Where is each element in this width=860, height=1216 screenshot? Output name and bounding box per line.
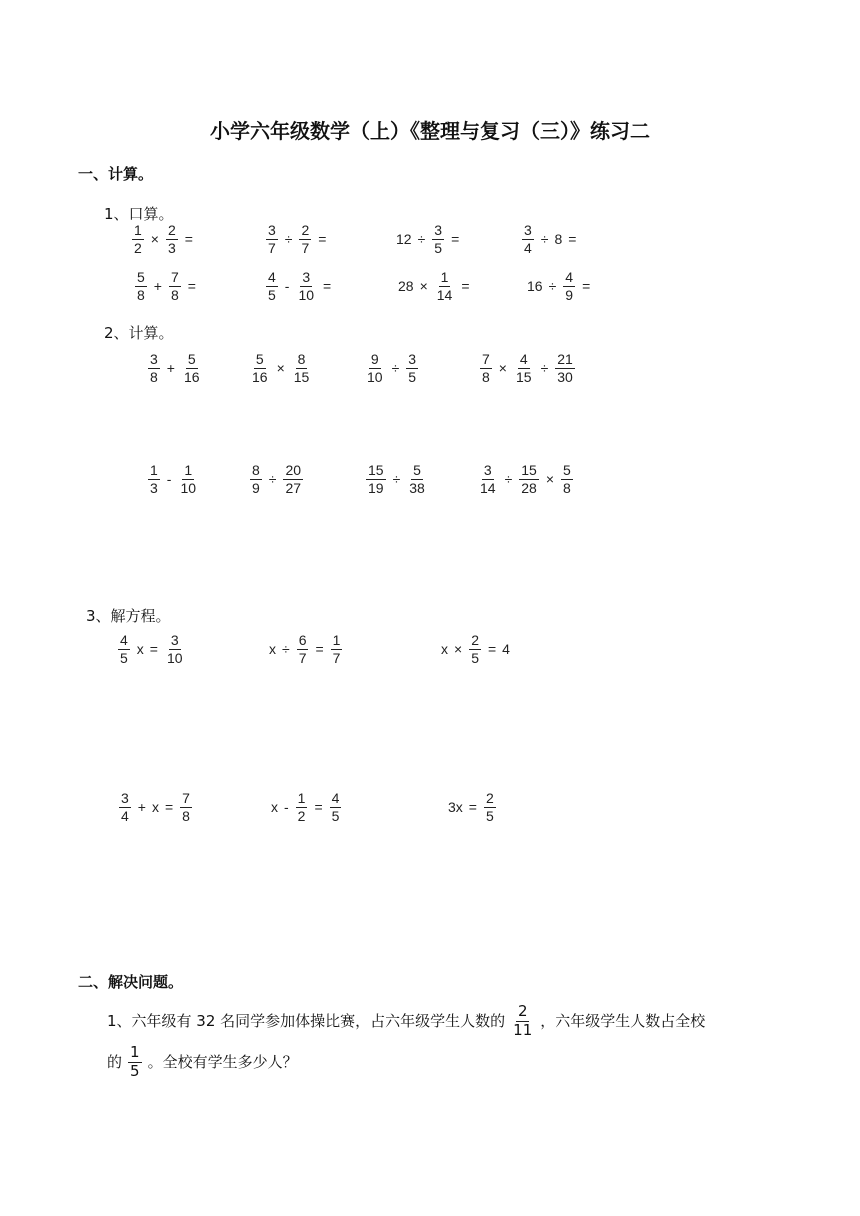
fraction-denominator: 10 [367,368,383,385]
math-token: - [284,799,289,816]
math-token: = [314,799,323,816]
math-token: × [498,360,507,377]
fraction-denominator: 5 [485,807,494,824]
fraction-numerator: 4 [519,351,528,367]
math-token: ÷ [392,471,401,488]
fraction [555,352,575,384]
fraction-denominator: 10 [298,286,315,303]
fraction-numerator: 4 [268,269,276,285]
fraction-numerator: 2 [471,632,479,648]
fraction [250,463,262,495]
fraction-numerator: 4 [565,269,574,285]
page-title: 小学六年级数学（上）《整理与复习（三）》练习二 [210,119,650,143]
fraction-numerator: 2 [301,222,310,238]
fraction-denominator: 7 [298,649,307,666]
fraction [563,270,575,302]
fraction [432,223,444,255]
fraction-denominator: 30 [557,368,573,385]
oral-heading: 1、口算。 [104,205,174,223]
math-token: + [137,799,146,816]
fraction-denominator: 14 [436,286,453,303]
fraction [514,352,534,384]
fraction-numerator: 4 [120,632,128,648]
fraction [250,352,270,384]
oral-item [128,223,196,255]
calc-item [246,463,307,495]
oral-item [524,270,593,302]
oral-item [262,270,334,302]
math-token: ÷ [268,471,277,488]
fraction [296,270,316,302]
fraction-denominator: 8 [150,368,158,385]
fraction-numerator: 2 [517,1001,528,1020]
fraction-numerator: 20 [285,462,302,478]
oral-item [518,223,579,255]
oral-item [395,270,473,302]
calc-item [361,352,422,384]
fraction-numerator: 6 [298,632,307,648]
fraction-numerator: 3 [524,222,532,238]
fraction [166,223,178,255]
fraction [519,463,539,495]
math-token: = [315,641,324,658]
fraction [132,223,144,255]
fraction-denominator: 16 [183,368,200,385]
fraction-numerator: 3 [121,790,129,806]
fraction-denominator: 15 [293,368,310,385]
fraction-denominator: 5 [130,1061,140,1080]
fraction-denominator: 4 [524,239,532,256]
fraction-numerator: 9 [370,351,379,367]
fraction-numerator: 3 [302,269,311,285]
math-token: - [284,278,290,295]
fraction [292,352,312,384]
math-token: 3x [448,799,463,816]
equation-item [266,633,346,665]
fraction-numerator: 1 [150,462,158,478]
fraction-numerator: 3 [483,462,492,478]
problem-1-text-2-tail: 。全校有学生多少人？ [147,1053,298,1071]
fraction-numerator: 1 [440,269,449,285]
section-1-heading: 一、计算。 [78,165,154,183]
fraction-numerator: 21 [557,351,573,367]
fraction-denominator: 4 [121,807,129,824]
fraction [169,270,181,302]
fraction-numerator: 15 [368,462,384,478]
math-token: + [153,278,162,295]
fraction [366,463,386,495]
math-token: x [441,641,448,658]
equation-item [438,633,513,665]
fraction-numerator: 5 [187,351,196,367]
fraction [406,352,418,384]
oral-item [131,270,199,302]
math-token: 8 [554,231,563,248]
math-token: = [184,231,193,248]
fraction-numerator: 3 [268,222,276,238]
fraction-numerator: 2 [167,222,176,238]
fraction-denominator: 7 [301,239,310,256]
fraction [178,463,198,495]
calc-item [144,463,202,495]
fraction-denominator: 3 [167,239,176,256]
fraction-denominator: 9 [252,479,260,496]
fraction-denominator: 10 [180,479,197,496]
math-token: × [276,360,285,377]
calc-item [144,352,206,384]
fraction-denominator: 9 [565,286,574,303]
math-token: + [166,360,175,377]
equation-item [268,791,345,823]
fraction [119,791,131,823]
problem-1-text-tail: ，六年级学生人数占全校 [540,1012,706,1030]
fraction [283,463,303,495]
fraction-denominator: 8 [563,479,571,496]
fraction-numerator: 7 [170,269,179,285]
fraction [148,352,160,384]
fraction-denominator: 3 [150,479,158,496]
math-token: = [461,278,470,295]
fraction [128,1042,142,1080]
math-token: x [269,641,276,658]
math-token: × [454,641,463,658]
section-2-heading: 二、解决问题。 [78,973,184,991]
fraction [180,791,192,823]
fraction [165,633,185,665]
fraction-denominator: 27 [285,479,302,496]
fraction [469,633,481,665]
fraction-numerator: 3 [170,632,179,648]
fraction [330,791,342,823]
math-token: = [164,799,174,816]
fraction-denominator: 38 [409,479,425,496]
fraction [331,633,343,665]
math-token: × [545,471,555,488]
fraction-numerator: 8 [252,462,260,478]
fraction [148,463,160,495]
problem-1-line-1 [107,1001,705,1041]
math-token: ÷ [504,471,513,488]
fraction [365,352,385,384]
math-token: = [451,231,460,248]
math-token: × [150,231,159,248]
fraction-numerator: 1 [130,1042,140,1061]
math-token: = [323,278,332,295]
math-token: = [187,278,196,295]
problem-1-line-2 [107,1042,298,1082]
fraction-numerator: 5 [563,462,571,478]
fraction-denominator: 5 [434,239,443,256]
equations-heading: 3、解方程。 [86,607,171,625]
math-token: × [419,278,428,295]
math-token: = [582,278,591,295]
fraction-numerator: 7 [482,351,490,367]
fraction-denominator: 28 [521,479,537,496]
math-token: ÷ [540,231,549,248]
math-token: = [318,231,327,248]
fraction [480,352,492,384]
fraction-numerator: 3 [150,351,158,367]
calc-heading: 2、计算。 [104,324,174,342]
fraction [266,270,278,302]
math-token: - [166,471,172,488]
fraction [297,633,309,665]
fraction-denominator: 16 [252,368,268,385]
fraction [484,791,496,823]
fraction-denominator: 10 [166,649,183,666]
fraction-numerator: 1 [332,632,341,648]
fraction [266,223,278,255]
fraction-numerator: 5 [137,269,145,285]
fraction [522,223,534,255]
fraction-numerator: 4 [331,790,340,806]
calc-item [474,463,577,495]
equation-item [115,791,196,823]
fraction-denominator: 19 [368,479,384,496]
math-token: 16 [527,278,543,295]
math-token: x [136,641,144,658]
calc-item [362,463,431,495]
fraction-denominator: 11 [513,1020,533,1039]
fraction-numerator: 8 [297,351,306,367]
oral-item [393,223,462,255]
math-token: = [568,231,577,248]
fraction-denominator: 5 [268,286,276,303]
fraction [296,791,308,823]
fraction-denominator: 8 [170,286,179,303]
oral-item [262,223,329,255]
fraction-numerator: 15 [521,462,537,478]
fraction-numerator: 3 [408,351,417,367]
fraction [118,633,130,665]
fraction-denominator: 8 [137,286,145,303]
math-token: ÷ [391,360,400,377]
math-token: = [468,799,477,816]
equation-item [114,633,189,665]
math-token: x [271,799,278,816]
fraction-denominator: 7 [332,649,341,666]
fraction-denominator: 7 [268,239,276,256]
math-token: 28 [398,278,414,295]
fraction-numerator: 5 [255,351,264,367]
math-token: ÷ [417,231,426,248]
math-token: ÷ [282,641,290,658]
math-token: ÷ [540,360,549,377]
math-token: 12 [396,231,412,248]
equation-item [445,791,500,823]
fraction-denominator: 2 [134,239,142,256]
calc-item [246,352,315,384]
fraction [299,223,311,255]
fraction-numerator: 3 [434,222,443,238]
fraction-numerator: 1 [297,790,306,806]
fraction [135,270,147,302]
fraction-numerator: 2 [485,790,494,806]
fraction-denominator: 5 [408,368,417,385]
problem-1-text: 1、六年级有 32 名同学参加体操比赛，占六年级学生人数的 [107,1012,506,1030]
fraction-denominator: 5 [331,807,340,824]
fraction [435,270,455,302]
fraction-denominator: 8 [482,368,490,385]
problem-1-text-2-head: 的 [107,1053,123,1071]
fraction [407,463,427,495]
fraction-numerator: 1 [184,462,193,478]
fraction-denominator: 8 [182,807,190,824]
math-token: ÷ [284,231,293,248]
math-token: 4 [502,641,510,658]
fraction-numerator: 1 [134,222,142,238]
fraction-denominator: 14 [480,479,496,496]
math-token: x [151,799,159,816]
math-token: ÷ [548,278,557,295]
fraction [561,463,573,495]
fraction-denominator: 5 [471,649,479,666]
fraction [478,463,498,495]
fraction-numerator: 5 [413,462,421,478]
fraction-denominator: 15 [515,368,532,385]
math-token: = [487,641,497,658]
fraction [511,1001,534,1039]
fraction [182,352,202,384]
fraction-denominator: 2 [297,807,306,824]
fraction-numerator: 7 [182,790,190,806]
math-token: = [149,641,158,658]
fraction-denominator: 5 [120,649,128,666]
calc-item [476,352,579,384]
